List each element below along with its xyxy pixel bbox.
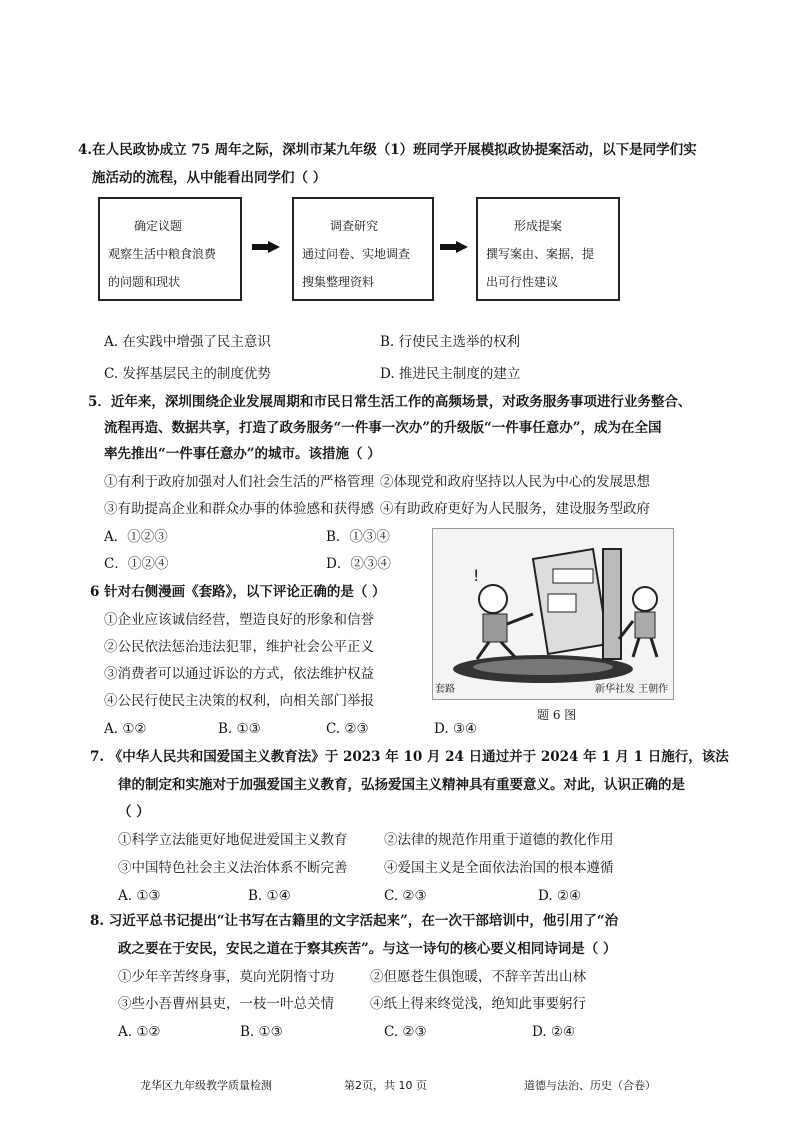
q8-option-a: A. ①②: [118, 1024, 161, 1040]
q8-stem-line2: 政之要在于安民，安民之道在于察其疾苦”。与这一诗句的核心要义相同诗词是（ ）: [118, 941, 617, 957]
q4-option-a: A. 在实践中增强了民主意识: [104, 334, 271, 350]
q6-option-a: A. ①②: [104, 721, 147, 737]
q5-option-a: A．①②③: [104, 529, 168, 545]
q6-item-3: ③消费者可以通过诉讼的方式，依法维护权益: [104, 666, 374, 682]
flow-step-3-title: 形成提案: [514, 219, 563, 233]
flow-step-1-title: 确定议题: [134, 219, 183, 233]
q7-option-b: B. ①④: [248, 888, 291, 904]
q5-option-c: C．①②④: [104, 556, 169, 572]
q4-option-d: D. 推进民主制度的建立: [380, 366, 521, 382]
flow-arrow-icon: [440, 241, 468, 253]
q4-option-b: B. 行使民主选举的权利: [380, 334, 521, 350]
q7-item-3: ③中国特色社会主义法治体系不断完善: [118, 860, 348, 876]
q4-option-c: C. 发挥基层民主的制度优势: [104, 366, 271, 382]
flow-step-2-title: 调查研究: [330, 219, 379, 233]
q7-option-d: D. ②④: [538, 888, 582, 904]
q8-stem-line1: 8. 习近平总书记提出“让书写在古籍里的文字活起来”，在一次干部培训中，他引用了“治: [90, 913, 619, 929]
flow-step-3-line1: 撰写案由、案据，提: [486, 247, 595, 261]
q7-stem-line3: （ ）: [118, 804, 150, 820]
q6-item-2: ②公民依法惩治违法犯罪，维护社会公平正义: [104, 639, 374, 655]
q6-option-b: B. ①③: [218, 721, 261, 737]
flow-arrow-icon: [252, 241, 280, 253]
q8-option-d: D. ②④: [532, 1024, 576, 1040]
q5-item-1: ①有利于政府加强对人们社会生活的严格管理: [104, 474, 374, 490]
q8-item-3: ③些小吾曹州县吏，一枝一叶总关情: [118, 996, 334, 1012]
q6-figure-caption: 题 6 图: [537, 708, 577, 722]
q8-option-c: C. ②③: [384, 1024, 427, 1040]
cartoon-credit: 新华社发 王朝作: [595, 684, 669, 695]
q7-stem-line2: 律的制定和实施对于加强爱国主义教育，弘扬爱国主义精神具有重要意义。对此，认识正确的是: [118, 777, 685, 793]
q5-item-3: ③有助提高企业和群众办事的体验感和获得感: [104, 501, 374, 517]
cartoon-illustration-icon: [433, 529, 673, 699]
q5-stem-line1: 5．近年来，深圳围绕企业发展周期和市民日常生活工作的高频场景，对政务服务事项进行业务整合、: [88, 394, 692, 410]
q5-stem-line2: 流程再造、数据共享，打造了政务服务“一件事一次办”的升级版“一件事任意办”，成为在全国: [104, 420, 662, 436]
q5-option-d: D．②③④: [326, 556, 391, 572]
flow-step-2-line2: 搜集整理资料: [302, 275, 375, 289]
svg-text:!: !: [473, 566, 480, 585]
q6-item-4: ④公民行使民主决策的权利，向相关部门举报: [104, 693, 374, 709]
q7-item-2: ②法律的规范作用重于道德的教化作用: [384, 832, 614, 848]
footer-exam-name: 龙华区九年级教学质量检测: [140, 1079, 272, 1092]
q6-stem: 6 针对右侧漫画《套路》，以下评论正确的是（ ）: [90, 584, 386, 600]
q5-item-4: ④有助政府更好为人民服务，建设服务型政府: [380, 501, 650, 517]
q7-option-c: C. ②③: [384, 888, 427, 904]
q6-item-1: ①企业应该诚信经营，塑造良好的形象和信誉: [104, 612, 374, 628]
q8-option-b: B. ①③: [240, 1024, 283, 1040]
q5-item-2: ②体现党和政府坚持以人民为中心的发展思想: [380, 474, 650, 490]
q7-option-a: A. ①③: [118, 888, 161, 904]
flow-step-1-line2: 的问题和现状: [108, 275, 181, 289]
q5-option-b: B．①③④: [326, 529, 390, 545]
flow-step-2: [292, 197, 434, 301]
q7-stem-line1: 7. 《中华人民共和国爱国主义教育法》于 2023 年 10 月 24 日通过并于 2024 年 1 月 1 日施行，该法: [90, 749, 729, 765]
q4-stem-line1: 4.在人民政协成立 75 周年之际，深圳市某九年级（1）班同学开展模拟政协提案活动，以下是同学们实: [78, 142, 697, 158]
q5-stem-line3: 率先推出“一件事任意办”的城市。该措施（ ）: [104, 446, 381, 462]
q6-option-c: C. ②③: [326, 721, 369, 737]
q4-stem-line2: 施活动的流程，从中能看出同学们（ ）: [92, 170, 327, 186]
q6-option-d: D. ③④: [434, 721, 478, 737]
cartoon-title: 套路: [435, 684, 455, 695]
q7-item-1: ①科学立法能更好地促进爱国主义教育: [118, 832, 348, 848]
flow-step-3: [476, 197, 620, 301]
footer-page-number: 第2页，共 10 页: [344, 1079, 427, 1092]
q8-item-2: ②但愿苍生俱饱暖，不辞辛苦出山林: [370, 969, 586, 985]
q7-item-4: ④爱国主义是全面依法治国的根本遵循: [384, 860, 614, 876]
flow-step-1: [98, 197, 242, 301]
flow-step-3-line2: 出可行性建议: [486, 275, 559, 289]
flow-step-1-line1: 观察生活中粮食浪费: [108, 247, 217, 261]
q8-item-4: ④纸上得来终觉浅，绝知此事要躬行: [370, 996, 586, 1012]
footer-subject: 道德与法治、历史（合卷）: [524, 1079, 656, 1092]
flow-step-2-line1: 通过问卷、实地调查: [302, 247, 411, 261]
q8-item-1: ①少年辛苦终身事，莫向光阴惰寸功: [118, 969, 334, 985]
q6-cartoon: [432, 528, 674, 700]
